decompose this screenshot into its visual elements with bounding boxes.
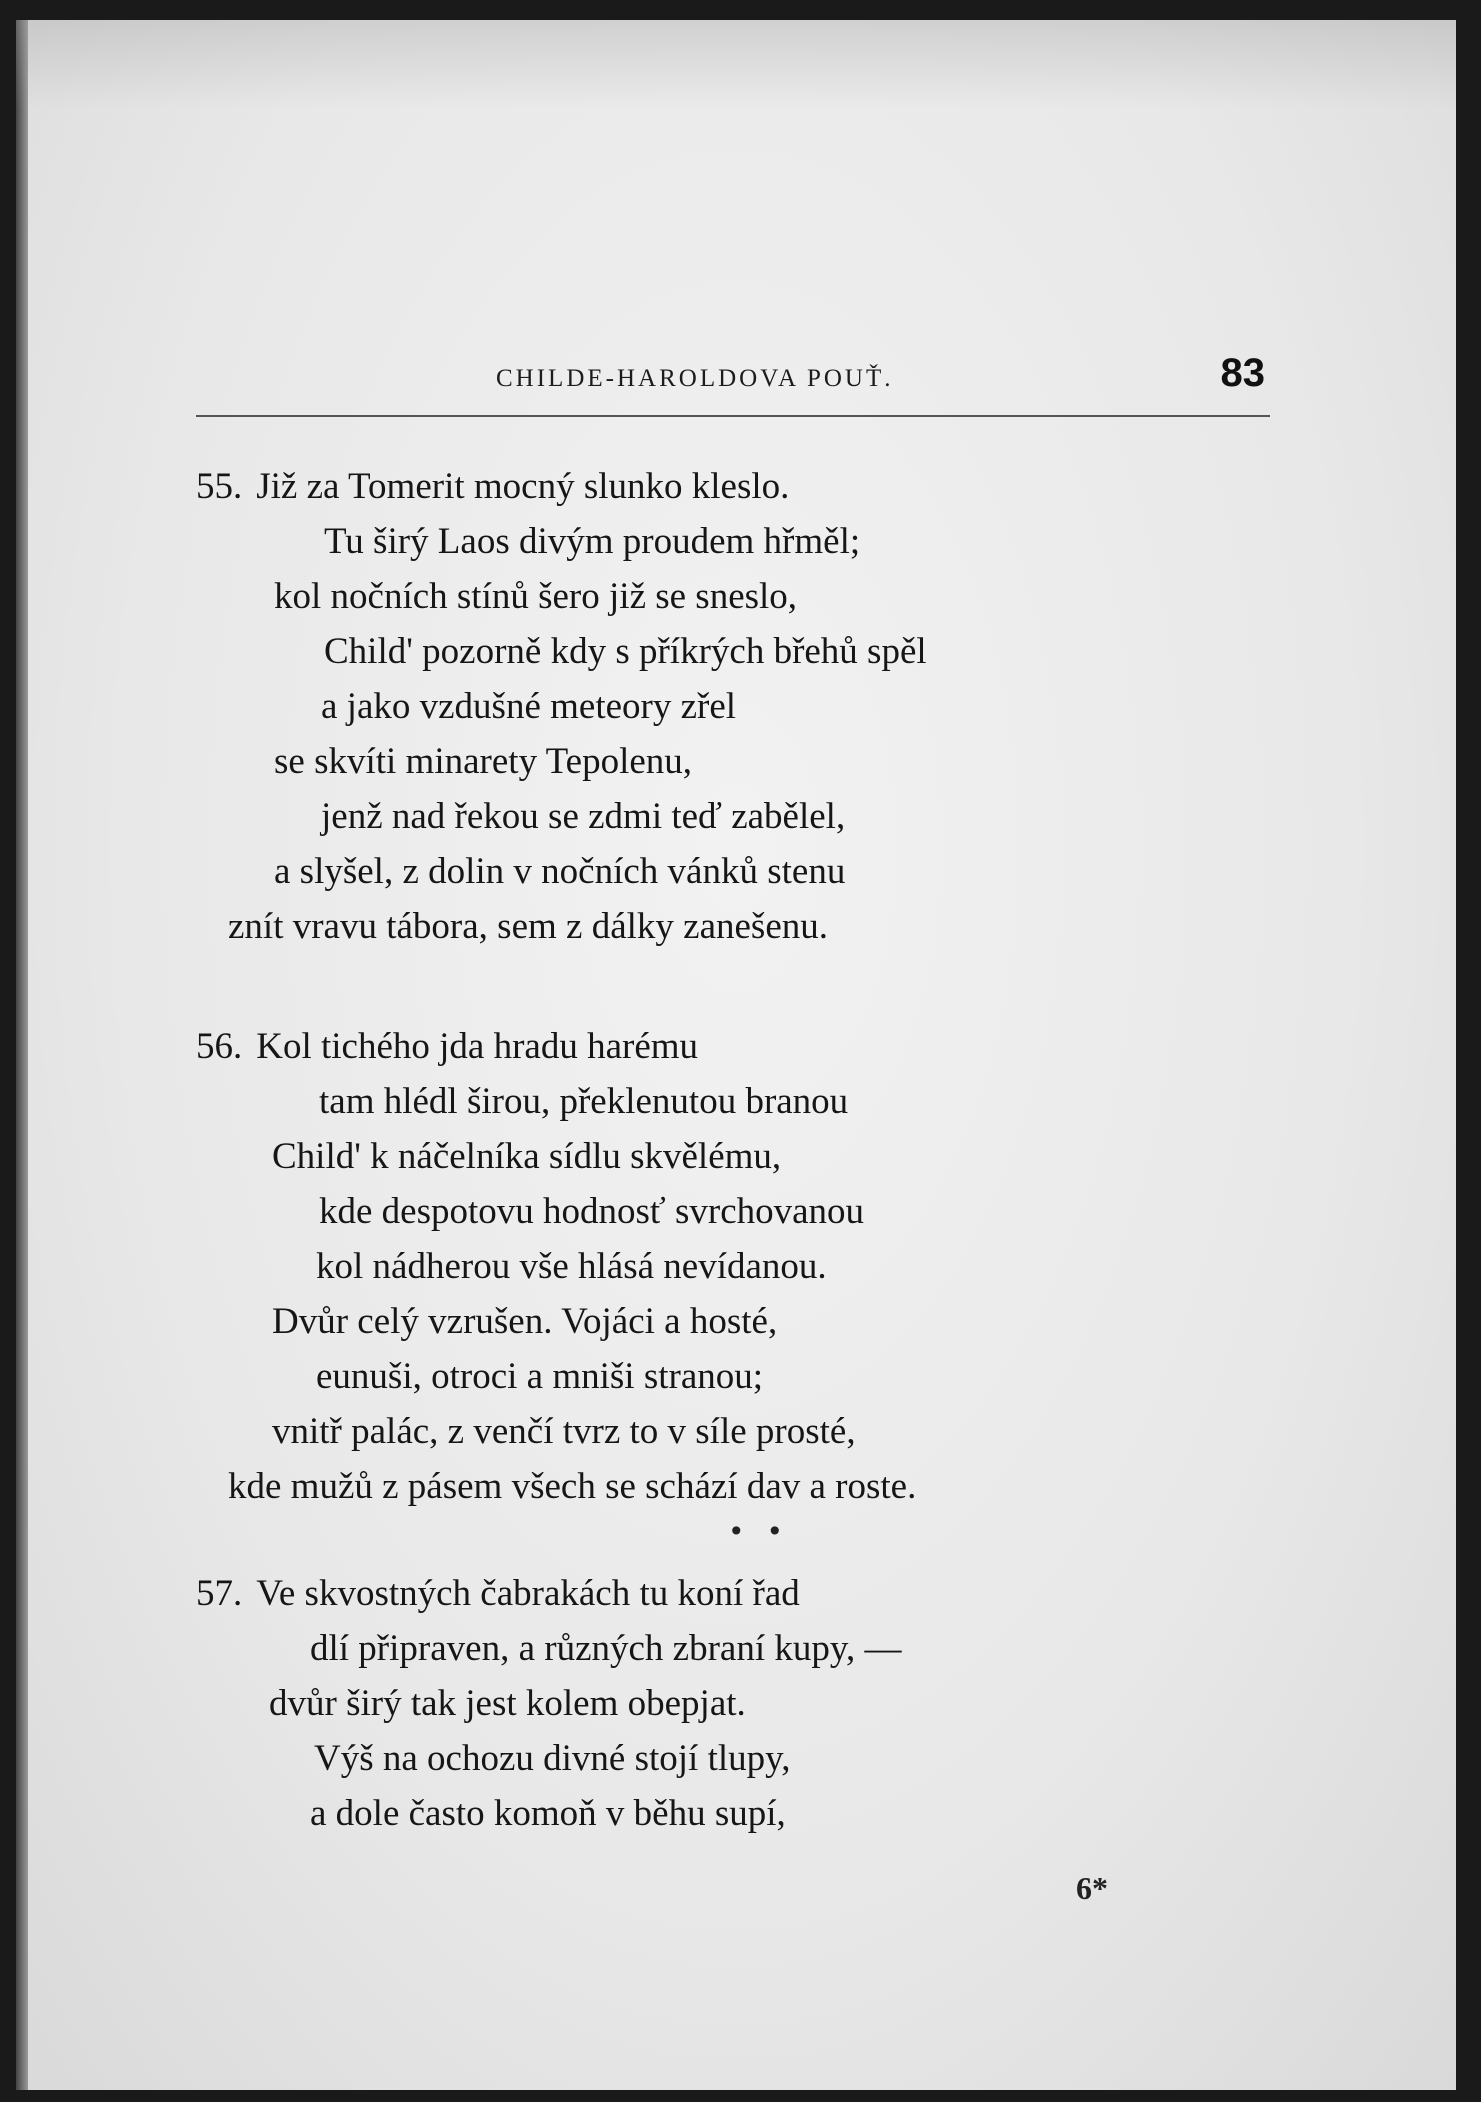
stanza-56-line-7: eunuši, otroci a mniši stranou; [316,1356,764,1397]
stanza-55-line-1: 55. Již za Tomerit mocný slunko kleslo. [196,466,790,507]
stanza-55-line-6: se skvíti minarety Tepolenu, [274,741,693,782]
stanza-57-line-3: dvůr širý tak jest kolem obepjat. [269,1683,746,1724]
stanza-56-line-8: vnitř palác, z venčí tvrz to v síle prosté, [272,1411,856,1452]
stanza-55-line-5: a jako vzdušné meteory zřel [321,686,737,727]
stanza-number: 55. [196,466,243,507]
stanza-57-line-5: a dole často komoň v běhu supí, [310,1793,786,1834]
stanza-55-line-7: jenž nad řekou se zdmi teď zabělel, [321,796,846,837]
stanza-56-line-9: kde mužů z pásem všech se schází dav a roste. [228,1466,917,1507]
page-spine-shadow [16,20,28,2090]
stanza-55-line-3: kol nočních stínů šero již se sneslo, [274,576,798,617]
page-header [196,345,1270,417]
stanza-55-line-2: Tu širý Laos divým proudem hřměl; [324,521,861,562]
section-ornament: •• [728,1515,806,1548]
stanza-56-line-6: Dvůr celý vzrušen. Vojáci a hosté, [272,1301,778,1342]
stanza-55-line-8: a slyšel, z dolin v nočních vánků stenu [274,851,846,892]
stanza-55-line-9: znít vravu tábora, sem z dálky zanešenu. [228,906,828,947]
stanza-57-line-1: 57. Ve skvostných čabrakách tu koní řad [196,1573,800,1614]
page-number: 83 [1220,351,1265,395]
stanza-57-line-4: Výš na ochozu divné stojí tlupy, [314,1738,791,1779]
stanza-56-line-4: kde despotovu hodnosť svrchovanou [319,1191,865,1232]
stanza-number: 56. [196,1026,243,1067]
book-page [16,20,1456,2090]
stanza-56-line-5: kol nádherou vše hlásá nevídanou. [316,1246,827,1287]
signature-mark: 6* [1076,1870,1108,1906]
stanza-number: 57. [196,1573,243,1614]
stanza-56-line-1: 56. Kol tichého jda hradu harému [196,1026,699,1067]
paper-texture [16,20,1456,110]
stanza-57-line-2: dlí připraven, a různých zbraní kupy, — [310,1628,902,1669]
stanza-56-line-2: tam hlédl širou, překlenutou branou [319,1081,849,1122]
stanza-55-line-4: Child' pozorně kdy s příkrých břehů spěl [324,631,927,672]
stanza-56-line-3: Child' k náčelníka sídlu skvělému, [272,1136,782,1177]
running-title: CHILDE-HAROLDOVA POUŤ. [496,365,894,392]
